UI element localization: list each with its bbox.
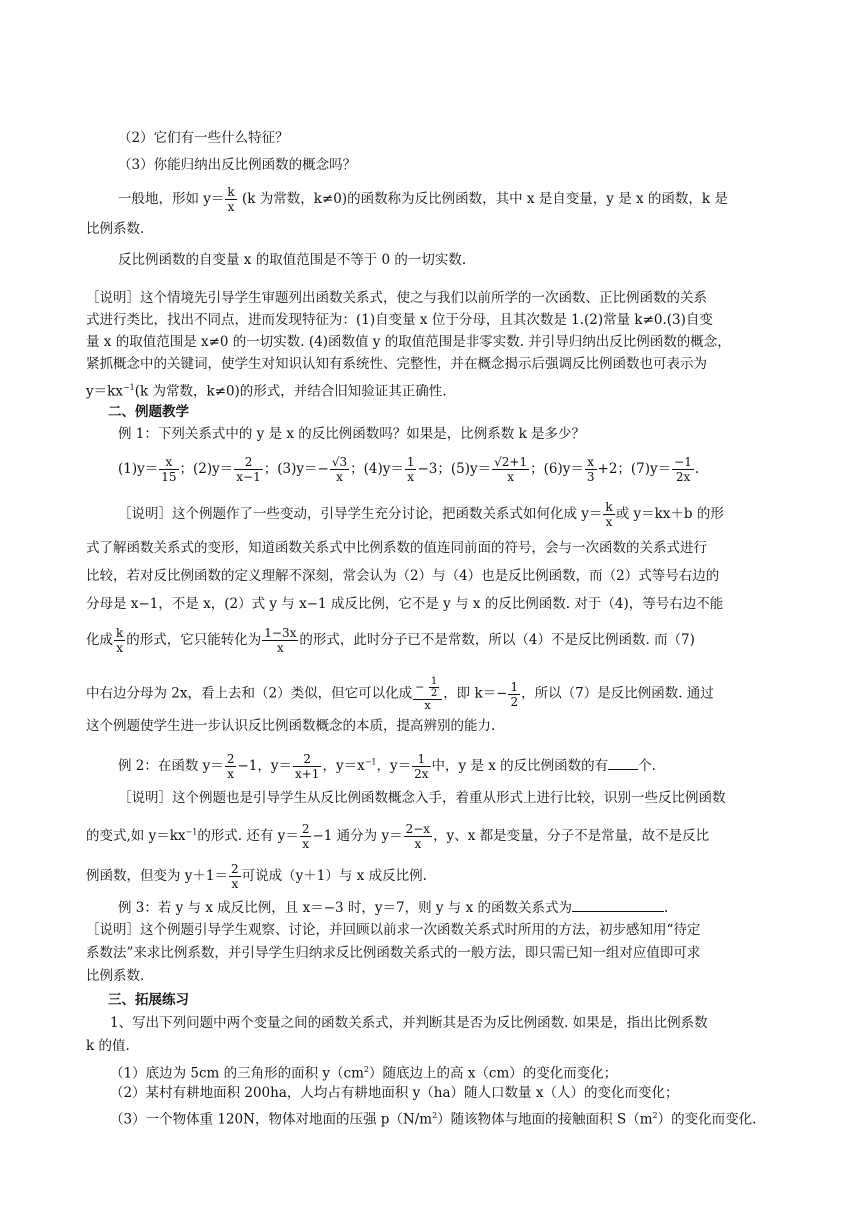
fraction-2-over-x-plus-1 (293, 752, 321, 781)
example-2 (118, 752, 656, 781)
exercise-item-1 (110, 1060, 617, 1084)
text: 的变式,如 y＝kx (86, 828, 186, 844)
definition-line (118, 185, 728, 214)
numerator: 1−3x (264, 626, 297, 640)
text: −1 通分为 y＝ (312, 828, 403, 844)
numerator: k (227, 185, 235, 199)
text: (k 为常数，k≠0)的形式，并结合旧知验证其正确性. (134, 383, 447, 400)
note-3-line-1: ［说明］这个例题也是引导学生从反比例函数概念入手，着重从形式上进行比较，识别一些反比例函数 (118, 790, 726, 806)
text: +2；(7)y＝ (597, 461, 672, 477)
text: 或 y＝kx＋b 的形 (615, 506, 724, 522)
text: (1)y＝ (118, 461, 159, 477)
fraction-5 (492, 455, 529, 484)
text: 例函数，但变为 y＋1＝ (86, 868, 229, 884)
section-3-title: 三、拓展练习 (108, 992, 189, 1008)
note-2-line-2: 式了解函数关系式的变形，知道函数关系式中比例系数的值连同前面的符号，会与一次函数的关系式进行 (86, 540, 707, 556)
question-2: （2）它们有一些什么特征？ (118, 130, 289, 146)
denominator: x (407, 470, 415, 484)
superscript: −1 (122, 383, 135, 392)
numerator: 2−x (405, 822, 431, 836)
text: (k 为常数，k≠0)的函数称为反比例函数，其中 x 是自变量，y 是 x 的函数，k 是 (237, 191, 728, 207)
text: ；(4)y＝ (350, 461, 404, 477)
note-2-line-5 (86, 626, 695, 655)
text: 中右边分母为 2x，看上去和（2）类似，但它可以化成 (86, 685, 413, 702)
text: 的形式，此时分子已不是常数，所以（4）不是反比例函数. 而（7) (299, 632, 695, 648)
superscript: −1 (364, 757, 377, 767)
text: . (694, 461, 700, 477)
note-2-line-6 (86, 676, 714, 712)
denominator: x (424, 699, 431, 712)
text: （3）一个物体重 120N，物体对地面的压强 p（N/m (110, 1111, 433, 1128)
text: ；(3)y＝− (263, 461, 329, 477)
note-2-line-3: 比较，若对反比例函数的定义理解不深刻，常会认为（2）与（4）也是反比例函数，而（2）式等号右边的 (86, 568, 720, 584)
domain-statement: 反比例函数的自变量 x 的取值范围是不等于 0 的一切实数. (118, 252, 467, 268)
text: −1，y＝ (237, 758, 292, 774)
denominator: x+1 (294, 767, 320, 781)
note-4-line-2: 系数法”来求比例系数，并引导学生归纳求反比例函数关系式的一般方法，即只需已知一组对应值即可求 (86, 945, 701, 961)
text: ）随该物体与地面的接触面积 S（m (437, 1111, 653, 1128)
note-3-line-2 (86, 822, 709, 851)
fraction-1 (159, 455, 178, 484)
example-1: 例 1：下列关系式中的 y 是 x 的反比例函数吗？如果是，比例系数 k 是多少？ (118, 426, 586, 442)
text: 可说成（y＋1）与 x 成反比例. (241, 868, 427, 884)
numerator: 2 (231, 862, 239, 876)
note-1-line-4: 紧抓概念中的关键词，使学生对知识认知有系统性、完整性，并在概念揭示后强调反比例函数也可表示为 (86, 356, 707, 372)
question-3: （3）你能归纳出反比例函数的概念吗？ (118, 157, 357, 173)
numerator: x (159, 455, 178, 470)
text: ［说明］这个例题作了一些变动，引导学生充分讨论，把函数关系式如何化成 y＝ (118, 506, 603, 522)
text: 的形式. 还有 y＝ (197, 828, 299, 844)
text: ）随底边上的高 x（cm）的变化而变化； (369, 1065, 618, 1082)
note-1-line-3: 量 x 的取值范围是 x≠0 的一切实数. (4)函数值 y 的取值范围是非零实数. 并引导归纳出反比例函数的概念， (86, 334, 731, 350)
note-2-line-1 (118, 500, 724, 529)
answer-blank[interactable] (608, 769, 638, 770)
denominator: x (231, 877, 239, 891)
exercise-item-3 (110, 1106, 756, 1130)
half (429, 676, 439, 699)
text: . (664, 900, 669, 916)
numerator: 2 (293, 752, 321, 767)
denominator: 2x (414, 767, 429, 781)
text: ，y、x 都是变量，分子不是常量，故不是反比 (433, 828, 710, 844)
superscript: 2 (363, 1065, 369, 1074)
text: 例 3：若 y 与 x 成反比例，且 x＝−3 时，y＝7，则 y 与 x 的函数关系式为 (118, 900, 573, 916)
denominator: 2 (510, 694, 519, 709)
fraction-6 (585, 455, 597, 484)
fraction-4 (405, 455, 417, 484)
note-4-line-3: 比例系数. (86, 968, 145, 984)
text: ，y＝ (376, 758, 412, 774)
denominator: x (302, 837, 310, 851)
fraction-k-over-x (114, 626, 125, 655)
denominator: x (227, 767, 235, 781)
denominator: 2 (430, 688, 438, 699)
note-4-line-1: ［说明］这个例题引导学生观察、讨论，并回顾以前求一次函数关系式时所用的方法，初步感知用“待定 (86, 922, 701, 938)
superscript: 2 (432, 1111, 438, 1120)
denominator: 2x (675, 470, 691, 484)
definition-line-2: 比例系数. (86, 221, 145, 237)
note-1-line-5 (86, 378, 447, 402)
note-1-line-1: ［说明］这个情境先引导学生审题列出函数关系式，使之与我们以前所学的一次函数、正比例函数的关系 (86, 290, 707, 306)
fraction-2-over-x (229, 862, 241, 891)
text: ；(6)y＝ (530, 461, 584, 477)
numerator: 2 (226, 752, 235, 766)
note-1-line-2: 式进行类比，找出不同点，进而发现特征为：(1)自变量 x 位于分母，且其次数是 1.(2)常量 k≠0.(3)自变 (86, 312, 713, 328)
minus-sign: − (415, 680, 425, 694)
text: ）的变化而变化. (657, 1111, 757, 1128)
note-2-line-7: 这个例题使学生进一步认识反比例函数概念的本质，提高辨别的能力. (86, 718, 496, 734)
text: 个. (638, 758, 656, 774)
fraction-2-minus-x-over-x (404, 822, 432, 851)
fraction-1-over-2x (412, 752, 430, 781)
numerator: 1 (430, 676, 438, 687)
text: ，y＝x (322, 758, 365, 774)
fraction-k-over-x (225, 185, 236, 214)
text: 一般地，形如 y＝ (118, 191, 225, 207)
numerator: 2 (234, 455, 262, 470)
denominator: x (116, 641, 124, 655)
text: −3；(5)y＝ (417, 461, 492, 477)
text: 化成 (86, 632, 113, 648)
fraction-one-half (508, 680, 520, 709)
numerator: 2 (301, 822, 310, 836)
fraction-k-over-x (603, 500, 614, 529)
numerator: −1 (674, 455, 692, 469)
fraction-2-over-x (300, 822, 312, 851)
denominator: x (276, 641, 284, 655)
note-3-line-3 (86, 862, 427, 891)
numerator: √3 (331, 455, 348, 469)
text: ，所以（7）是反比例函数. 通过 (521, 685, 714, 702)
denominator: 15 (161, 470, 177, 484)
text: ；(2)y＝ (179, 461, 234, 477)
numerator: √2+1 (494, 455, 528, 469)
exercise-item-2: （2）某村有耕地面积 200ha，人均占有耕地面积 y（ha）随人口数量 x（人）的变化而变化； (110, 1085, 679, 1101)
text: ，即 k＝− (443, 685, 508, 702)
exercise-1-line-2: k 的值. (86, 1038, 130, 1054)
numerator: k (605, 500, 613, 514)
fraction-neg-half-over-x (413, 676, 442, 712)
text: y＝kx (86, 383, 123, 400)
denominator: x (605, 515, 613, 529)
numerator: 1 (406, 455, 415, 469)
numerator: 1 (412, 752, 430, 767)
denominator: x (336, 470, 343, 484)
fraction-7 (672, 455, 694, 484)
text: 的形式，它只能转化为 (126, 632, 262, 648)
section-2-title: 二、例题教学 (108, 404, 189, 420)
denominator: x (507, 470, 515, 484)
text: （1）底边为 5cm 的三角形的面积 y（cm (110, 1065, 364, 1082)
superscript: 2 (652, 1111, 658, 1120)
denominator: x (414, 837, 422, 851)
fraction-1-minus-3x (262, 626, 298, 655)
numerator: x (585, 455, 597, 470)
example-3 (118, 898, 668, 918)
denominator: x−1 (236, 470, 261, 484)
exercise-1-line-1: 1、写出下列问题中两个变量之间的函数关系式，并判断其是否为反比例函数. 如果是，指出比例系数 (110, 1015, 708, 1031)
denominator: x (227, 200, 235, 214)
numerator: 1 (510, 679, 519, 694)
superscript: −1 (185, 827, 198, 837)
text: 中，y 是 x 的反比例函数的有 (431, 758, 609, 774)
fraction-3 (330, 455, 349, 484)
fraction-2-over-x (225, 752, 237, 781)
numerator (413, 676, 442, 700)
numerator: k (116, 626, 124, 640)
example-1-list (118, 455, 699, 484)
text: 例 2：在函数 y＝ (118, 758, 224, 774)
denominator: 3 (586, 470, 595, 484)
note-2-line-4: 分母是 x−1，不是 x，(2）式 y 与 x−1 成反比例，它不是 y 与 x 的反比例函数. 对于（4)，等号右边不能 (86, 596, 724, 612)
answer-blank[interactable] (572, 911, 664, 912)
fraction-2 (234, 455, 262, 484)
